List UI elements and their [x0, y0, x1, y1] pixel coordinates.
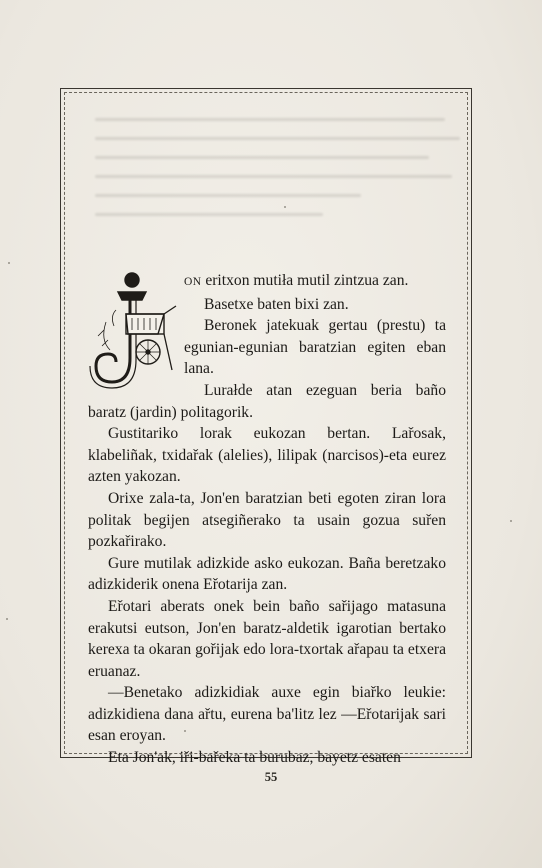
dropcap-j-wheelbarrow-icon: [86, 270, 178, 396]
paragraph: Eta Jon'ak, iři-bařeka ta burubaz, bayetz esaten: [108, 749, 401, 767]
line-basetxe: Basetxe baten bixi zan.: [204, 295, 349, 313]
paragraph: Lurałde atan ezeguan beria baño baratz (jardin) politagorik.: [88, 381, 446, 421]
paragraph: Gure mutilak adizkide asko eukozan. Baña beretzako adizkiderik onena Eřotarija zan.: [88, 554, 446, 594]
page-number: 55: [264, 770, 278, 784]
paragraph: Eřotari aberats onek bein baño sařijago matasuna erakutsi eutson, Jon'en baratz-aldetik igarotian bertako kerexa ta okaran gořijak edo lora-txortak ařapau ta etxera eruanaz.: [88, 597, 446, 680]
paragraph: Orixe zala-ta, Jon'en baratzian beti egoten ziran lora politak begijen atsegiñerako ta usain gozua suřen pozkařirako.: [88, 489, 446, 551]
line-beronek: Beronek jatekuak gertau (prestu) ta egunian-egunian baratzian egiten eban lana.: [184, 317, 446, 378]
body-text: [88, 270, 446, 769]
opening-line: eritxon mutiła mutil zintzua zan.: [201, 272, 409, 289]
opening-paragraph: [88, 270, 446, 380]
paragraph: —Benetako adizkidiak auxe egin biařko leukie: adizkidiena dana ařtu, eurena ba'litz lez —Eřotarijak sari esan eroyan.: [88, 684, 446, 745]
paragraph: Gustitariko lorak eukozan bertan. Lařosak, klabeliñak, txidařak (alelies), lilipak (narcisos)-eta eurez azten yakozan.: [88, 425, 446, 486]
dropcap-illustration: [86, 270, 178, 396]
opening-smallcaps: ON: [184, 276, 202, 288]
